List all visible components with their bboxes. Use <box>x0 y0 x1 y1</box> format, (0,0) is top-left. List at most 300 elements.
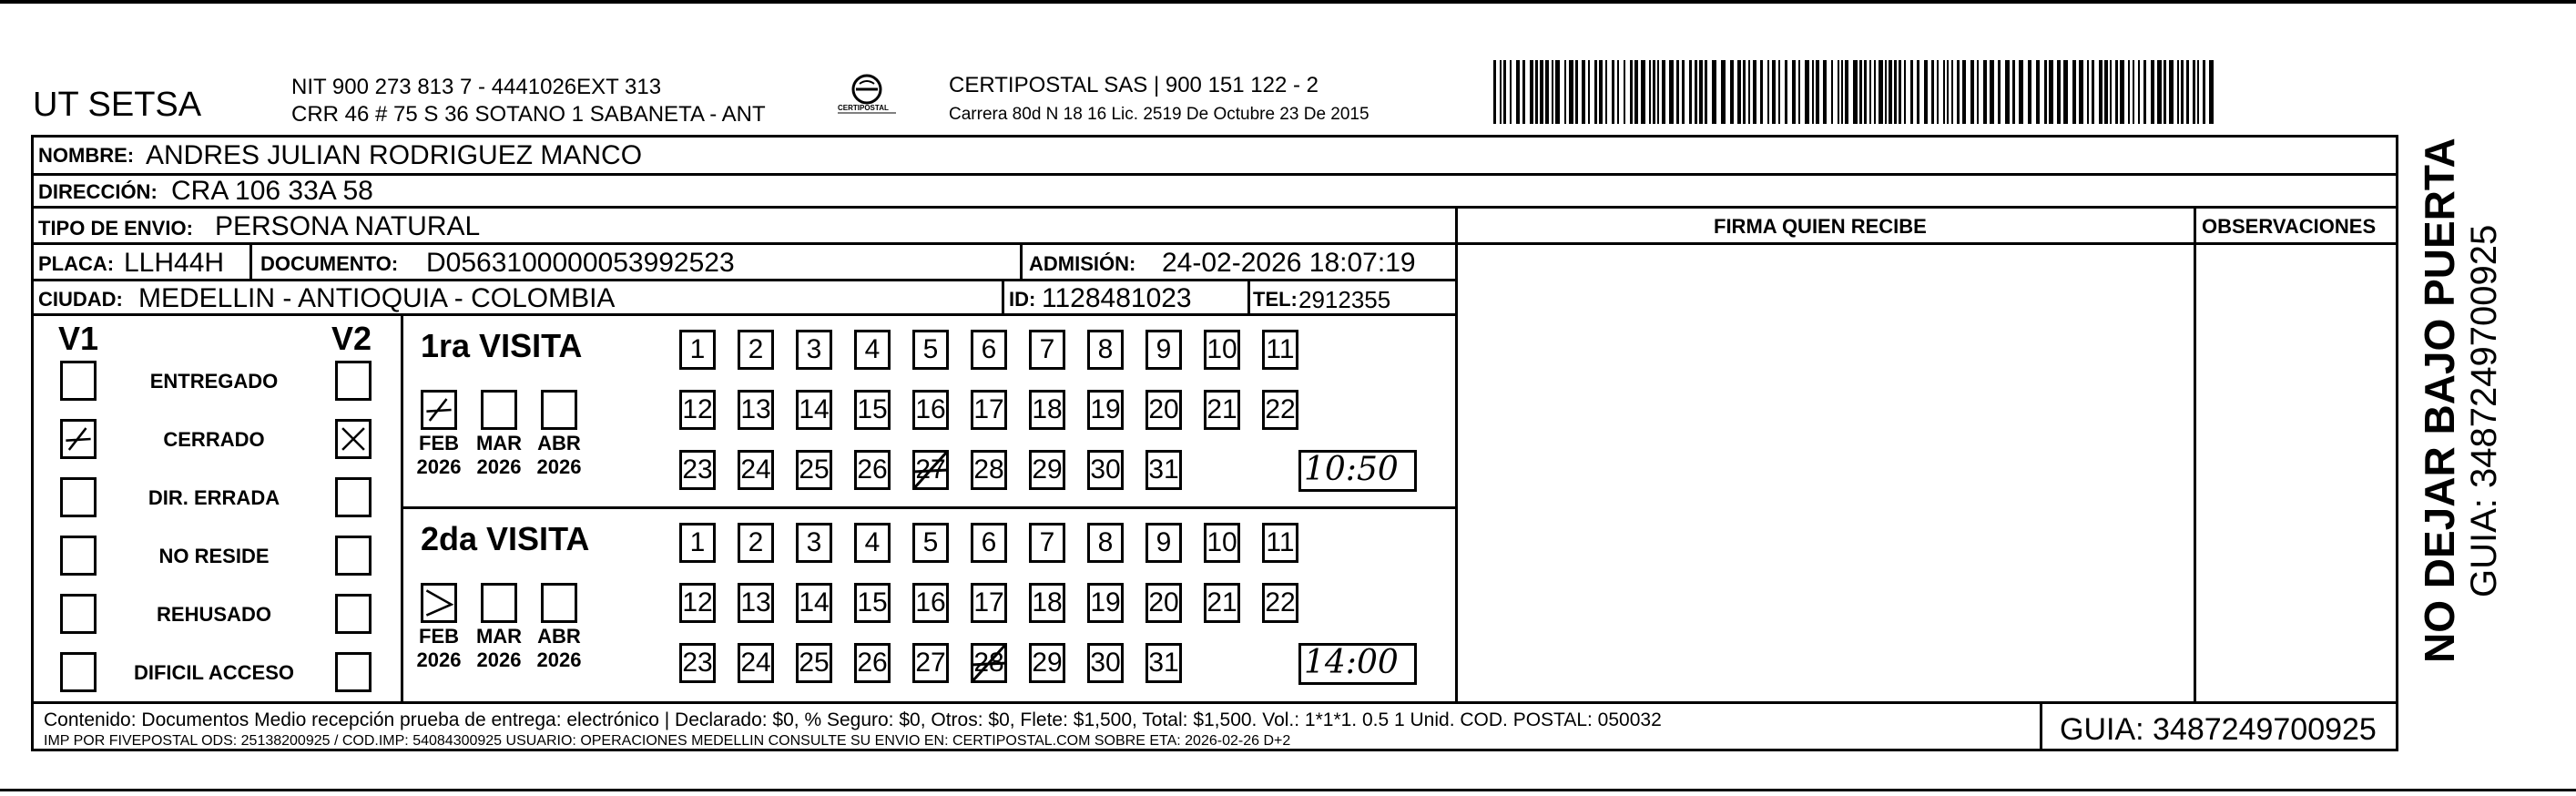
barcode-bar <box>1730 60 1734 124</box>
barcode-bar <box>1540 60 1543 124</box>
barcode-bar <box>2005 60 2010 124</box>
barcode-bar <box>1588 60 1590 124</box>
day-box[interactable] <box>854 390 891 430</box>
day-box[interactable] <box>796 330 832 370</box>
row-line-1 <box>31 173 2398 176</box>
barcode-bar <box>1841 60 1843 124</box>
day-number: 14 <box>799 394 830 424</box>
barcode-bar <box>1910 60 1913 124</box>
barcode-bar <box>1599 60 1603 124</box>
barcode-bar <box>2072 60 2076 124</box>
admision-divider <box>1020 242 1023 279</box>
barcode-bar <box>1823 60 1827 124</box>
placa-label: PLACA: <box>38 252 115 275</box>
month-checkbox[interactable] <box>541 390 577 430</box>
month-label: FEB <box>419 432 459 454</box>
month-checkbox[interactable] <box>481 583 517 623</box>
barcode-bar <box>1500 60 1502 124</box>
row-line-6 <box>401 506 1457 509</box>
footer-guia-divider <box>2040 701 2042 750</box>
day-number: 16 <box>915 394 946 424</box>
barcode-bar <box>1853 60 1858 124</box>
day-number: 23 <box>682 454 713 485</box>
direccion-value: CRA 106 33A 58 <box>171 176 373 206</box>
barcode-bar <box>1937 60 1939 124</box>
v1-label: V1 <box>58 320 99 357</box>
day-number: 11 <box>1266 527 1295 557</box>
day-number: 27 <box>915 454 946 485</box>
barcode-bar <box>1510 60 1512 124</box>
day-box[interactable] <box>796 643 832 683</box>
day-number: 1 <box>689 334 706 364</box>
barcode-bar <box>1947 60 1949 124</box>
day-number: 2 <box>748 334 764 364</box>
barcode-bar <box>2169 60 2174 124</box>
v1-checkbox[interactable] <box>60 536 97 576</box>
month-year: 2026 <box>536 455 582 478</box>
direccion-label: DIRECCIÓN: <box>38 180 158 203</box>
barcode-bar <box>1917 60 1919 124</box>
status-label: NO RESIDE <box>158 545 270 567</box>
barcode-bar <box>1493 60 1496 124</box>
day-number: 12 <box>682 587 713 617</box>
barcode-bar <box>1998 60 2001 124</box>
day-box[interactable] <box>679 390 716 430</box>
day-number: 17 <box>973 394 1004 424</box>
day-box[interactable] <box>912 330 949 370</box>
day-box[interactable] <box>1029 583 1065 623</box>
day-box[interactable] <box>679 330 716 370</box>
day-box[interactable] <box>796 390 832 430</box>
tel-label: TEL: <box>1253 288 1298 311</box>
day-box[interactable] <box>854 450 891 490</box>
barcode-bar <box>1962 60 1966 124</box>
barcode-bar <box>1970 60 1974 124</box>
nombre-value: ANDRES JULIAN RODRIGUEZ MANCO <box>146 140 643 170</box>
barcode-bar <box>2057 60 2061 124</box>
barcode-bar <box>1805 60 1809 124</box>
v2-checkbox[interactable] <box>335 536 372 576</box>
day-number: 28 <box>973 648 1004 678</box>
day-number: 4 <box>864 334 881 364</box>
month-label: MAR <box>475 432 523 454</box>
day-number: 16 <box>915 587 946 617</box>
barcode-bar <box>2012 60 2015 124</box>
day-box[interactable] <box>1204 583 1240 623</box>
day-box[interactable] <box>1262 390 1298 430</box>
barcode-bar <box>1594 60 1597 124</box>
day-number: 14 <box>799 587 830 617</box>
barcode-bar <box>2028 60 2031 124</box>
col-obs-left <box>2194 206 2196 703</box>
barcode-bar <box>1983 60 1987 124</box>
status-label: DIFICIL ACCESO <box>133 661 294 684</box>
visit-title: 2da VISITA <box>421 520 590 557</box>
barcode-bar <box>1894 60 1897 124</box>
ciudad-label: CIUDAD: <box>38 288 123 311</box>
barcode-bar <box>1772 60 1776 124</box>
month-checkbox[interactable] <box>481 390 517 430</box>
v1-checkbox[interactable] <box>60 361 97 401</box>
day-box[interactable] <box>1204 330 1240 370</box>
barcode-bar <box>2019 60 2023 124</box>
day-box[interactable] <box>738 643 774 683</box>
barcode-bar <box>1812 60 1814 124</box>
day-number: 22 <box>1265 587 1296 617</box>
bottom-edge-line <box>0 789 2576 791</box>
barcode-bar <box>1798 60 1800 124</box>
id-value: 1128481023 <box>1042 283 1192 313</box>
barcode-bar <box>1838 60 1839 124</box>
frame-right <box>2396 135 2398 750</box>
day-number: 22 <box>1265 394 1296 424</box>
barcode-bar <box>1676 60 1679 124</box>
day-box[interactable] <box>1262 523 1298 563</box>
day-number: 24 <box>740 648 771 678</box>
tipo-envio-label: TIPO DE ENVIO: <box>38 217 193 240</box>
barcode-bar <box>2177 60 2179 124</box>
month-checkbox[interactable] <box>541 583 577 623</box>
day-number: 27 <box>915 648 946 678</box>
day-number: 8 <box>1097 334 1114 364</box>
day-number: 20 <box>1148 394 1179 424</box>
barcode-bar <box>2203 60 2205 124</box>
handwritten-time: 14:00 <box>1304 644 1399 681</box>
barcode-bar <box>2151 60 2154 124</box>
day-box[interactable] <box>738 523 774 563</box>
admision-label: ADMISIÓN: <box>1029 252 1136 275</box>
day-box[interactable] <box>738 390 774 430</box>
day-strike <box>907 446 954 494</box>
month-label: ABR <box>537 625 581 648</box>
footer-guia: GUIA: 3487249700925 <box>2060 712 2377 747</box>
row-line-3 <box>31 242 2398 245</box>
status-label: DIR. ERRADA <box>148 486 280 509</box>
barcode-bar <box>2164 60 2166 124</box>
address-line: CRR 46 # 75 S 36 SOTANO 1 SABANETA - ANT <box>291 102 766 127</box>
barcode-bar <box>1516 60 1520 124</box>
barcode-bar <box>1885 60 1887 124</box>
day-number: 5 <box>922 334 939 364</box>
barcode-bar <box>2044 60 2047 124</box>
day-box[interactable] <box>854 583 891 623</box>
day-number: 30 <box>1090 454 1121 485</box>
day-number: 15 <box>857 394 888 424</box>
day-box[interactable] <box>971 450 1007 490</box>
barcode-bar <box>1575 60 1578 124</box>
month-label: FEB <box>419 625 459 648</box>
v2-checkbox[interactable] <box>335 652 372 692</box>
day-number: 3 <box>806 334 822 364</box>
day-box[interactable] <box>679 643 716 683</box>
day-number: 10 <box>1207 334 1237 364</box>
day-box[interactable] <box>1087 450 1124 490</box>
barcode-bar <box>1564 60 1566 124</box>
day-number: 25 <box>799 648 830 678</box>
certipostal-logo <box>830 69 903 124</box>
firma-label: FIRMA QUIEN RECIBE <box>1714 215 1927 238</box>
company-name: UT SETSA <box>33 86 202 124</box>
barcode-bar <box>2087 60 2089 124</box>
barcode-bar <box>2115 60 2118 124</box>
barcode-bar <box>2049 60 2053 124</box>
certipostal-logo-icon <box>830 69 903 124</box>
v1-checkbox[interactable] <box>60 419 97 459</box>
barcode-bar <box>1792 60 1796 124</box>
day-box[interactable] <box>679 450 716 490</box>
day-box[interactable] <box>1087 390 1124 430</box>
barcode-bar <box>1545 60 1549 124</box>
footer-top-line <box>31 701 2398 704</box>
imp-line: IMP POR FIVEPOSTAL ODS: 25138200925 / COD.IMP: 54084300925 USUARIO: OPERACIONES MEDELLIN CONSULTE SU ENVIO EN: CERTIPOSTAL.COM SOBRE ETA: 2026-02-26 D+2 <box>44 733 1291 749</box>
day-strike <box>965 639 1013 687</box>
barcode-bar <box>1705 60 1707 124</box>
contenido-line: Contenido: Documentos Medio recepción prueba de entrega: electrónico | Declarado: $0, % Seguro: $0, Otros: $0, Flete: $1,500, Total: $1,500. Vol.: 1*1*1. 0.5 1 Unid. COD. POSTAL: 050032 <box>44 709 1662 730</box>
barcode-bar <box>1721 60 1726 124</box>
v1-checkbox[interactable] <box>60 594 97 634</box>
barcode-bar <box>2133 60 2134 124</box>
barcode-bar <box>1931 60 1934 124</box>
barcode-bar <box>1582 60 1585 124</box>
day-box[interactable] <box>1262 330 1298 370</box>
day-box[interactable] <box>679 583 716 623</box>
day-number: 25 <box>799 454 830 485</box>
day-number: 5 <box>922 527 939 557</box>
day-number: 26 <box>857 648 888 678</box>
barcode-bar <box>1869 60 1871 124</box>
barcode-bar <box>1990 60 1994 124</box>
day-box[interactable] <box>1145 583 1182 623</box>
day-box[interactable] <box>1087 643 1124 683</box>
day-number: 17 <box>973 587 1004 617</box>
month-checkbox[interactable] <box>421 390 457 430</box>
day-box[interactable] <box>971 390 1007 430</box>
barcode-bar <box>2181 60 2184 124</box>
v1-checkbox[interactable] <box>60 477 97 517</box>
barcode-bar <box>1816 60 1819 124</box>
barcode-bar <box>1530 60 1533 124</box>
nombre-label: NOMBRE: <box>38 144 135 167</box>
barcode-bar <box>2157 60 2162 124</box>
barcode-bar <box>1943 60 1945 124</box>
day-box[interactable] <box>854 523 891 563</box>
placa-divider <box>249 242 252 279</box>
barcode-bar <box>1653 60 1655 124</box>
day-number: 6 <box>981 527 997 557</box>
day-box[interactable] <box>738 330 774 370</box>
month-year: 2026 <box>476 455 522 478</box>
day-box[interactable] <box>971 523 1007 563</box>
barcode-bar <box>1879 60 1883 124</box>
day-box[interactable] <box>1029 523 1065 563</box>
day-box[interactable] <box>679 523 716 563</box>
day-box[interactable] <box>854 643 891 683</box>
frame-top <box>31 135 2398 138</box>
no-dejar-bajo-puerta: NO DEJAR BAJO PUERTA <box>2416 138 2463 663</box>
barcode-bar <box>1649 60 1651 124</box>
barcode-bar <box>1712 60 1716 124</box>
barcode-bar <box>1641 60 1645 124</box>
day-number: 4 <box>864 527 881 557</box>
barcode-bar <box>2063 60 2068 124</box>
logo-wordmark: CERTIPOSTAL <box>838 104 889 112</box>
barcode-bar <box>1569 60 1573 124</box>
day-number: 20 <box>1148 587 1179 617</box>
day-box[interactable] <box>1087 330 1124 370</box>
barcode-bar <box>1605 60 1607 124</box>
row-line-4 <box>31 279 1457 281</box>
day-box[interactable] <box>1145 523 1182 563</box>
v2-checkbox[interactable] <box>335 594 372 634</box>
barcode-bar <box>2099 60 2103 124</box>
day-number: 29 <box>1032 454 1063 485</box>
barcode-bar <box>1669 60 1674 124</box>
day-number: 21 <box>1207 394 1237 424</box>
barcode-bar <box>1951 60 1953 124</box>
barcode-bar <box>1555 60 1560 124</box>
barcode-bar <box>1785 60 1787 124</box>
day-box[interactable] <box>1145 390 1182 430</box>
v2-checkbox[interactable] <box>335 419 372 459</box>
barcode-bar <box>1767 60 1769 124</box>
barcode-bar <box>1748 60 1750 124</box>
day-box[interactable] <box>1029 390 1065 430</box>
day-number: 19 <box>1090 587 1121 617</box>
ciudad-value: MEDELLIN - ANTIOQUIA - COLOMBIA <box>138 283 616 313</box>
barcode-bar <box>1522 60 1525 124</box>
barcode-bar <box>1699 60 1703 124</box>
day-box[interactable] <box>1029 330 1065 370</box>
day-box[interactable] <box>1204 523 1240 563</box>
barcode-bar <box>1612 60 1614 124</box>
day-box[interactable] <box>738 583 774 623</box>
day-number: 3 <box>806 527 822 557</box>
day-box[interactable] <box>1087 583 1124 623</box>
barcode-bar <box>2143 60 2146 124</box>
day-number: 24 <box>740 454 771 485</box>
day-number: 18 <box>1032 394 1063 424</box>
barcode-bar <box>2092 60 2094 124</box>
day-number: 10 <box>1207 527 1237 557</box>
day-box[interactable] <box>912 643 949 683</box>
day-number: 9 <box>1156 527 1172 557</box>
day-box[interactable] <box>1262 583 1298 623</box>
status-label: REHUSADO <box>157 603 271 626</box>
license-line: Carrera 80d N 18 16 Lic. 2519 De Octubre 23 De 2015 <box>949 105 1369 124</box>
day-box[interactable] <box>912 390 949 430</box>
v2-checkbox[interactable] <box>335 477 372 517</box>
barcode-bar <box>1737 60 1741 124</box>
frame-bottom <box>31 749 2398 751</box>
barcode-bar <box>2128 60 2130 124</box>
day-box[interactable] <box>1145 450 1182 490</box>
barcode-bar <box>2104 60 2108 124</box>
day-number: 19 <box>1090 394 1121 424</box>
barcode-bar <box>1689 60 1692 124</box>
barcode-bar <box>1695 60 1697 124</box>
day-number: 23 <box>682 648 713 678</box>
status-label: ENTREGADO <box>149 370 279 393</box>
documento-value: D0563100000053992523 <box>426 248 735 278</box>
status-label: CERRADO <box>163 428 265 451</box>
day-box[interactable] <box>1145 330 1182 370</box>
barcode-bar <box>2209 60 2214 124</box>
day-number: 21 <box>1207 587 1237 617</box>
tel-divider <box>1247 279 1250 313</box>
day-box[interactable] <box>796 450 832 490</box>
day-number: 28 <box>973 454 1004 485</box>
barcode-bar <box>1864 60 1867 124</box>
barcode-bar <box>1634 60 1638 124</box>
day-box[interactable] <box>1204 390 1240 430</box>
barcode <box>1493 60 2222 124</box>
barcode-bar <box>1889 60 1892 124</box>
barcode-bar <box>1753 60 1756 124</box>
day-number: 1 <box>689 527 706 557</box>
frame-left <box>31 135 34 750</box>
month-label: ABR <box>537 432 581 454</box>
month-year: 2026 <box>416 455 462 478</box>
day-box[interactable] <box>912 583 949 623</box>
day-box[interactable] <box>796 583 832 623</box>
v2-label: V2 <box>331 320 372 357</box>
barcode-bar <box>2079 60 2083 124</box>
day-number: 9 <box>1156 334 1172 364</box>
barcode-bar <box>2193 60 2195 124</box>
tipo-envio-value: PERSONA NATURAL <box>215 211 481 241</box>
day-number: 13 <box>740 394 771 424</box>
day-box[interactable] <box>1145 643 1182 683</box>
day-box[interactable] <box>912 523 949 563</box>
day-box[interactable] <box>1087 523 1124 563</box>
day-number: 15 <box>857 587 888 617</box>
v1-checkbox[interactable] <box>60 652 97 692</box>
v2-checkbox[interactable] <box>335 361 372 401</box>
top-edge-line <box>0 0 2576 4</box>
col-firma-left <box>1455 206 1458 703</box>
barcode-bar <box>1662 60 1665 124</box>
barcode-bar <box>2186 60 2189 124</box>
day-box[interactable] <box>738 450 774 490</box>
month-year: 2026 <box>476 648 522 671</box>
barcode-bar <box>2110 60 2112 124</box>
day-box[interactable] <box>1029 643 1065 683</box>
day-number: 2 <box>748 527 764 557</box>
day-number: 12 <box>682 394 713 424</box>
month-year: 2026 <box>536 648 582 671</box>
barcode-bar <box>2120 60 2124 124</box>
month-checkbox[interactable] <box>421 583 457 623</box>
day-number: 7 <box>1039 527 1055 557</box>
barcode-bar <box>1831 60 1833 124</box>
handwritten-time: 10:50 <box>1304 451 1399 488</box>
barcode-bar <box>1957 60 1960 124</box>
barcode-bar <box>1859 60 1862 124</box>
barcode-bar <box>1845 60 1848 124</box>
day-box[interactable] <box>1029 450 1065 490</box>
day-box[interactable] <box>854 330 891 370</box>
barcode-bar <box>1904 60 1906 124</box>
barcode-bar <box>1630 60 1633 124</box>
day-number: 31 <box>1148 648 1179 678</box>
day-box[interactable] <box>796 523 832 563</box>
barcode-bar <box>1617 60 1619 124</box>
day-number: 13 <box>740 587 771 617</box>
side-guia: GUIA: 3487249700925 <box>2464 224 2504 597</box>
day-number: 18 <box>1032 587 1063 617</box>
day-box[interactable] <box>971 330 1007 370</box>
day-box[interactable] <box>971 583 1007 623</box>
